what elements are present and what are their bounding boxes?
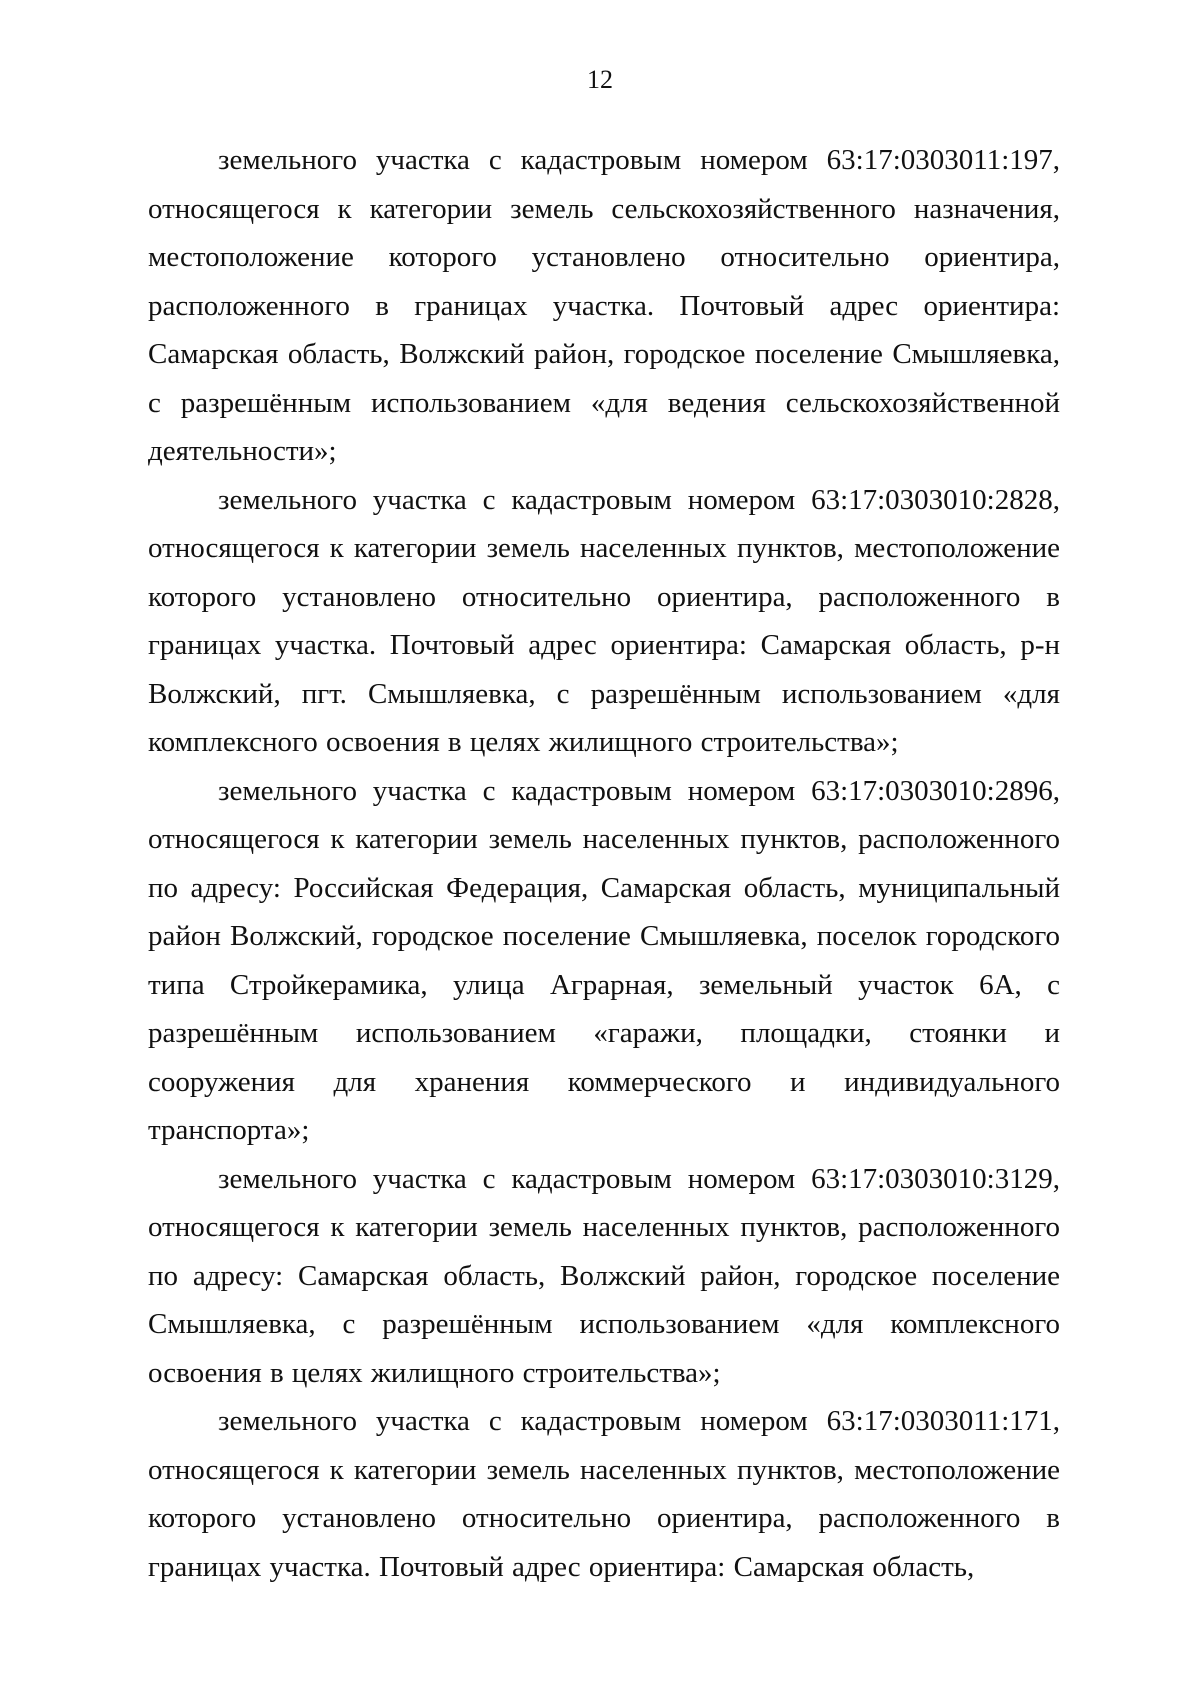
paragraph: земельного участка с кадастровым номером 63:17:0303011:171, относящегося к категории земель населенных пунктов, местоположение которого установлено относительно ориентира, расположенного в границах участка. Почтовый адрес ориентира: Самарская область, <box>148 1405 1060 1583</box>
document-body <box>148 136 1060 1591</box>
paragraph: земельного участка с кадастровым номером 63:17:0303010:3129, относящегося к категории земель населенных пунктов, расположенного по адресу: Самарская область, Волжский район, городское поселение Смышляевка, с разрешённым использованием «для комплексного освоения в целях жилищного строительства»; <box>148 1162 1060 1389</box>
page-number: 12 <box>587 65 613 94</box>
paragraph: земельного участка с кадастровым номером 63:17:0303011:197, относящегося к категории земель сельскохозяйственного назначения, местоположение которого установлено относительно ориентира, расположенного в границах участка. Почтовый адрес ориентира: Самарская область, Волжский район, городское поселение Смышляевка, с разрешённым использованием «для ведения сельскохозяйственной деятельности»; <box>148 144 1060 467</box>
paragraph: земельного участка с кадастровым номером 63:17:0303010:2896, относящегося к категории земель населенных пунктов, расположенного по адресу: Российская Федерация, Самарская область, муниципальный район Волжский, городское поселение Смышляевка, поселок городского типа Стройкерамика, улица Аграрная, земельный участок 6А, с разрешённым использованием «гаражи, площадки, стоянки и сооружения для хранения коммерческого и индивидуального транспорта»; <box>148 774 1060 1146</box>
paragraph: земельного участка с кадастровым номером 63:17:0303010:2828, относящегося к категории земель населенных пунктов, местоположение которого установлено относительно ориентира, расположенного в границах участка. Почтовый адрес ориентира: Самарская область, р-н Волжский, пгт. Смышляевка, с разрешённым использованием «для комплексного освоения в целях жилищного строительства»; <box>148 483 1060 758</box>
